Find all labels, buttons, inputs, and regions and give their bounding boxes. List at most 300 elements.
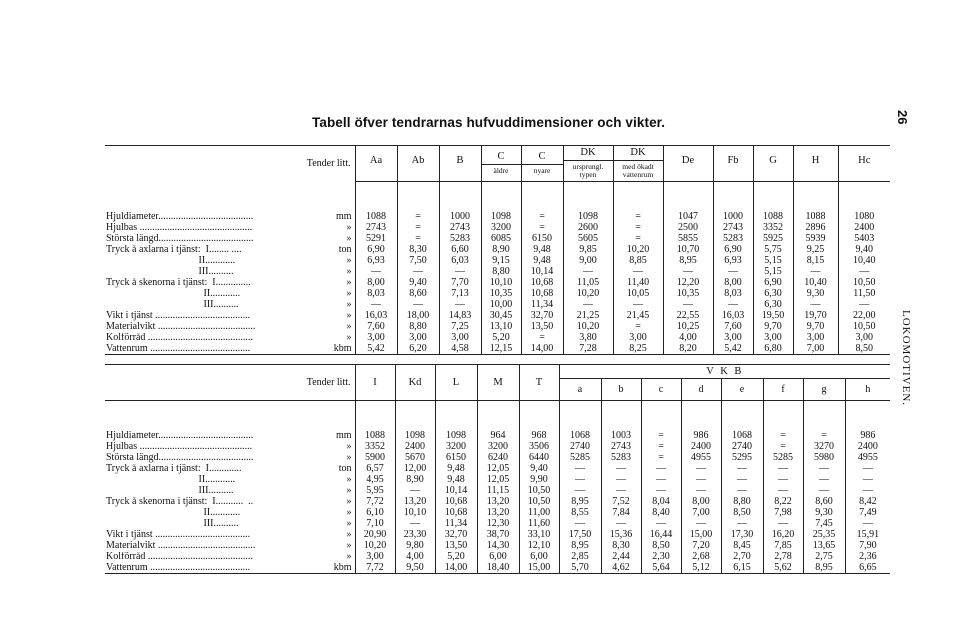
table-cell: 20,90 <box>355 530 395 541</box>
table-cell: 2,70 <box>721 552 763 563</box>
table-cell: 8,90 <box>481 245 521 256</box>
column-header: c <box>641 379 681 401</box>
row-label: Materialvikt ....................................... <box>106 540 256 552</box>
table-cell: 2743 <box>439 223 481 234</box>
table-cell: 22,00 <box>838 311 890 322</box>
table-cell: 5,64 <box>641 563 681 574</box>
table-cell: 8,45 <box>721 541 763 552</box>
table-cell: 10,10 <box>481 278 521 289</box>
table-cell: 986 <box>845 431 890 442</box>
column-header-main: Hc <box>858 154 871 166</box>
table-cell: 8,80 <box>397 322 439 333</box>
table-cell: 5900 <box>355 453 395 464</box>
table-cell: 8,42 <box>845 497 890 508</box>
header-row <box>105 365 890 379</box>
table-cell: 15,91 <box>845 530 890 541</box>
table-cell: 22,55 <box>663 311 713 322</box>
column-header: f <box>763 379 803 401</box>
spacer-row <box>105 401 890 431</box>
table-cell: 7,72 <box>355 497 395 508</box>
table-cell: — <box>563 300 613 311</box>
table-cell: 1047 <box>663 212 713 223</box>
header-divider <box>522 164 563 165</box>
table-cell: 3352 <box>355 442 395 453</box>
table-cell: 14,00 <box>521 344 563 355</box>
table-cell: 16,03 <box>713 311 753 322</box>
table-row <box>105 508 890 519</box>
table-cell: — <box>601 486 641 497</box>
table-row <box>105 344 890 355</box>
table-row <box>105 431 890 442</box>
table-cell: 7,85 <box>763 541 803 552</box>
table-cell: 5285 <box>763 453 803 464</box>
row-unit: » <box>346 321 352 333</box>
table-cell: 10,25 <box>663 322 713 333</box>
table-cell: 8,15 <box>793 256 838 267</box>
column-header-main: G <box>769 154 777 166</box>
table-cell: 10,50 <box>838 278 890 289</box>
table-cell: 8,22 <box>763 497 803 508</box>
table-cell: 1068 <box>721 431 763 442</box>
table-cell: — <box>641 486 681 497</box>
table-cell: 2,44 <box>601 552 641 563</box>
table-cell: — <box>763 464 803 475</box>
table-row <box>105 333 890 344</box>
table-cell: 6085 <box>481 234 521 245</box>
table-cell: 3270 <box>803 442 845 453</box>
table-cell: 21,45 <box>613 311 663 322</box>
table-row <box>105 541 890 552</box>
table-cell: 16,20 <box>763 530 803 541</box>
table-cell: — <box>713 267 753 278</box>
column-header: h <box>845 379 890 401</box>
table-cell: 12,15 <box>481 344 521 355</box>
table-cell: 8,95 <box>559 541 601 552</box>
row-label: Största längd...................................... <box>106 452 254 464</box>
table-cell: = <box>641 431 681 442</box>
table-row <box>105 563 890 574</box>
table-cell: 7,90 <box>845 541 890 552</box>
table-cell: 5925 <box>753 234 793 245</box>
table-cell: 9,90 <box>519 475 559 486</box>
table-cell: 3,00 <box>439 333 481 344</box>
tender-table-2 <box>105 364 890 574</box>
table-row <box>105 442 890 453</box>
column-header-main: Ab <box>411 154 425 166</box>
row-unit: » <box>346 310 352 322</box>
table-cell: 11,40 <box>613 278 663 289</box>
table-cell: 3,00 <box>838 333 890 344</box>
table-cell: — <box>439 267 481 278</box>
table-cell: 2400 <box>845 442 890 453</box>
column-header-sub: med ökadt vattenrum <box>622 162 654 180</box>
table-cell: 8,03 <box>355 289 397 300</box>
table-cell: 6,93 <box>713 256 753 267</box>
table-cell: 11,60 <box>519 519 559 530</box>
row-unit: » <box>346 485 352 497</box>
table-cell: 10,14 <box>521 267 563 278</box>
table-cell: 3,00 <box>355 552 395 563</box>
column-header <box>397 146 439 182</box>
table-cell: 4,00 <box>663 333 713 344</box>
row-label: III.......... <box>106 266 234 278</box>
table-cell: 8,60 <box>803 497 845 508</box>
table-cell: — <box>397 300 439 311</box>
table-cell: 17,50 <box>559 530 601 541</box>
column-header: a <box>559 379 601 401</box>
table-cell: 8,03 <box>713 289 753 300</box>
row-label: II............ <box>106 288 241 300</box>
table-cell: 12,20 <box>663 278 713 289</box>
table-cell: 6,90 <box>713 245 753 256</box>
table-cell: 9,48 <box>435 464 477 475</box>
table-cell: 9,30 <box>803 508 845 519</box>
table-row <box>105 267 890 278</box>
table-cell: 13,65 <box>803 541 845 552</box>
table-cell: 5,42 <box>713 344 753 355</box>
table-cell: 10,20 <box>613 245 663 256</box>
row-unit: » <box>346 233 352 245</box>
row-unit: » <box>346 266 352 278</box>
row-label: Tryck å axlarna i tjänst: I............. <box>106 463 242 475</box>
table-cell: — <box>845 475 890 486</box>
table-cell: 2600 <box>563 223 613 234</box>
table-cell: 7,84 <box>601 508 641 519</box>
table-cell: 6,90 <box>355 245 397 256</box>
table-cell: 9,48 <box>521 245 563 256</box>
table-cell: 9,00 <box>563 256 613 267</box>
table-cell: 6,30 <box>753 300 793 311</box>
table-cell: 3200 <box>477 442 519 453</box>
table-cell: 6150 <box>435 453 477 464</box>
tender-litt-label: Tender litt. <box>105 146 355 182</box>
table-cell: 5291 <box>355 234 397 245</box>
table-cell: 10,68 <box>521 278 563 289</box>
table-cell: 5285 <box>559 453 601 464</box>
table-cell: 12,10 <box>519 541 559 552</box>
table-cell: — <box>641 475 681 486</box>
page-title: Tabell öfver tendrarnas hufvuddimensioner och vikter. <box>312 115 666 130</box>
table-cell: — <box>763 519 803 530</box>
table-row <box>105 223 890 234</box>
table-cell: 5403 <box>838 234 890 245</box>
column-header <box>613 146 663 182</box>
table-cell: 1098 <box>481 212 521 223</box>
table-cell: 2,36 <box>845 552 890 563</box>
table-row <box>105 212 890 223</box>
table-cell: 10,05 <box>613 289 663 300</box>
table-cell: 5283 <box>601 453 641 464</box>
table-cell: 32,70 <box>435 530 477 541</box>
row-label: Hjulbas ............................................. <box>106 222 253 234</box>
table-cell: — <box>601 464 641 475</box>
row-label: Hjuldiameter...................................... <box>106 430 254 442</box>
row-label: Vikt i tjänst ...................................... <box>106 310 251 322</box>
table-cell: 5855 <box>663 234 713 245</box>
table-cell: 8,50 <box>838 344 890 355</box>
column-header: I <box>355 365 395 401</box>
row-unit: ton <box>338 244 352 256</box>
table-cell: 7,28 <box>563 344 613 355</box>
table-cell: — <box>721 475 763 486</box>
table-cell: 6,10 <box>355 508 395 519</box>
table-cell: 10,40 <box>793 278 838 289</box>
table-cell: 9,40 <box>397 278 439 289</box>
table-cell: 5,62 <box>763 563 803 574</box>
table-cell: = <box>397 234 439 245</box>
table-cell: — <box>793 267 838 278</box>
table-cell: 18,00 <box>397 311 439 322</box>
column-header <box>838 146 890 182</box>
table-cell: 5980 <box>803 453 845 464</box>
table-cell: 4,62 <box>601 563 641 574</box>
row-label: Hjuldiameter...................................... <box>106 211 254 223</box>
table-cell: — <box>845 519 890 530</box>
table-cell: — <box>613 267 663 278</box>
column-header: M <box>477 365 519 401</box>
table-cell: 1088 <box>355 431 395 442</box>
row-unit: » <box>346 441 352 453</box>
table-cell: = <box>641 442 681 453</box>
table-cell: 7,25 <box>439 322 481 333</box>
table-cell: — <box>721 464 763 475</box>
table-cell: 5670 <box>395 453 435 464</box>
table-cell: 8,04 <box>641 497 681 508</box>
row-unit: » <box>346 277 352 289</box>
table-cell: 9,70 <box>753 322 793 333</box>
header-row <box>105 146 890 182</box>
table-cell: — <box>613 300 663 311</box>
table-cell: 10,70 <box>663 245 713 256</box>
table-cell: 3,00 <box>397 333 439 344</box>
table-cell: 38,70 <box>477 530 519 541</box>
row-unit: » <box>346 299 352 311</box>
table-cell: 2400 <box>395 442 435 453</box>
table-cell: 13,50 <box>521 322 563 333</box>
table-cell: 2,30 <box>641 552 681 563</box>
table-cell: — <box>681 475 721 486</box>
column-header <box>439 146 481 182</box>
column-header <box>563 146 613 182</box>
table-cell: 5,42 <box>355 344 397 355</box>
table-cell: 6440 <box>519 453 559 464</box>
table-cell: 8,30 <box>601 541 641 552</box>
table-cell: 8,20 <box>663 344 713 355</box>
table-cell: — <box>439 300 481 311</box>
table-cell: 1098 <box>563 212 613 223</box>
table-cell: 13,20 <box>395 497 435 508</box>
table-cell: — <box>641 519 681 530</box>
table-cell: — <box>397 267 439 278</box>
table-row <box>105 300 890 311</box>
table-cell: 5,70 <box>559 563 601 574</box>
table-cell: = <box>521 223 563 234</box>
table-cell: 8,00 <box>355 278 397 289</box>
table-cell: 6,80 <box>753 344 793 355</box>
table-row <box>105 464 890 475</box>
table-cell: 13,20 <box>477 497 519 508</box>
table-cell: — <box>395 486 435 497</box>
table-cell: 6,93 <box>355 256 397 267</box>
table-cell: 7,45 <box>803 519 845 530</box>
row-unit: » <box>346 474 352 486</box>
column-header-main: B <box>456 154 464 166</box>
table-cell: 9,15 <box>481 256 521 267</box>
column-header: Kd <box>395 365 435 401</box>
table-cell: 4,95 <box>355 475 395 486</box>
table-cell: 10,35 <box>663 289 713 300</box>
table-cell: — <box>559 486 601 497</box>
table-cell: = <box>613 223 663 234</box>
table-cell: 8,30 <box>397 245 439 256</box>
table-cell: 4955 <box>681 453 721 464</box>
column-header: b <box>601 379 641 401</box>
row-label: III.......... <box>106 485 234 497</box>
row-label: Kolförråd .......................................... <box>106 551 253 563</box>
column-header-sub: nyare <box>533 166 551 176</box>
table-cell: 6,15 <box>721 563 763 574</box>
table-row <box>105 552 890 563</box>
table-cell: 9,80 <box>395 541 435 552</box>
table-row <box>105 278 890 289</box>
table-cell: 1080 <box>838 212 890 223</box>
table-cell: = <box>613 234 663 245</box>
table-cell: 2896 <box>793 223 838 234</box>
table-cell: — <box>601 475 641 486</box>
row-unit: mm <box>335 211 352 223</box>
table-cell: — <box>559 464 601 475</box>
table-cell: 9,70 <box>793 322 838 333</box>
row-unit: » <box>346 332 352 344</box>
table-cell: 8,80 <box>481 267 521 278</box>
table-row <box>105 519 890 530</box>
table-cell: 1003 <box>601 431 641 442</box>
table-cell: 16,03 <box>355 311 397 322</box>
table-cell: 2743 <box>713 223 753 234</box>
table-cell: 8,80 <box>721 497 763 508</box>
table-cell: — <box>663 267 713 278</box>
table-cell: 1000 <box>439 212 481 223</box>
table-cell: 8,95 <box>663 256 713 267</box>
table-cell: 6,60 <box>439 245 481 256</box>
row-unit: » <box>346 529 352 541</box>
table-cell: — <box>681 519 721 530</box>
row-unit: » <box>346 222 352 234</box>
table-cell: 10,50 <box>838 322 890 333</box>
table-row <box>105 322 890 333</box>
table-cell: 3,00 <box>753 333 793 344</box>
table-cell: 10,20 <box>355 541 395 552</box>
column-header: L <box>435 365 477 401</box>
table-cell: 6,00 <box>477 552 519 563</box>
table-cell: 8,55 <box>559 508 601 519</box>
column-header-main: DK <box>580 146 596 158</box>
table-cell: 8,00 <box>681 497 721 508</box>
row-label: Vattenrum ........................................ <box>105 563 325 574</box>
column-header: d <box>681 379 721 401</box>
table-cell: — <box>838 267 890 278</box>
table-cell: — <box>803 464 845 475</box>
table-row <box>105 256 890 267</box>
table-cell: 2740 <box>559 442 601 453</box>
table-cell: 10,40 <box>838 256 890 267</box>
table-cell: 2,85 <box>559 552 601 563</box>
row-label: Vikt i tjänst ...................................... <box>106 529 251 541</box>
table-cell: 7,10 <box>355 519 395 530</box>
tender-table-1 <box>105 145 890 355</box>
table-cell: = <box>397 212 439 223</box>
table-cell: 10,10 <box>395 508 435 519</box>
row-label: II............ <box>106 507 241 519</box>
table-cell: 6,65 <box>845 563 890 574</box>
table-cell: 6,00 <box>519 552 559 563</box>
table-cell: 10,68 <box>435 508 477 519</box>
table-cell: 8,95 <box>559 497 601 508</box>
row-unit: » <box>346 288 352 300</box>
table-cell: 6,20 <box>397 344 439 355</box>
table-cell: 11,05 <box>563 278 613 289</box>
table-cell: 8,50 <box>721 508 763 519</box>
table-cell: 8,95 <box>803 563 845 574</box>
table-cell: 3506 <box>519 442 559 453</box>
table-cell: 3,80 <box>563 333 613 344</box>
table-cell: 8,25 <box>613 344 663 355</box>
table-cell: — <box>803 486 845 497</box>
table-cell: — <box>601 519 641 530</box>
column-header-sub: ursprungl. typen <box>572 162 604 180</box>
row-label: III.......... <box>106 518 239 530</box>
table-cell: 8,40 <box>641 508 681 519</box>
table-cell: 13,50 <box>435 541 477 552</box>
table-cell: 4955 <box>845 453 890 464</box>
table-cell: 10,14 <box>435 486 477 497</box>
table-cell: 32,70 <box>521 311 563 322</box>
spacer-row <box>105 182 890 212</box>
table-cell: 5939 <box>793 234 838 245</box>
table-cell: 8,85 <box>613 256 663 267</box>
table-cell: 5,12 <box>681 563 721 574</box>
column-header-main: H <box>811 154 820 166</box>
table-cell: = <box>613 322 663 333</box>
column-header <box>481 146 521 182</box>
table-cell: 5,20 <box>481 333 521 344</box>
table-cell: — <box>563 267 613 278</box>
table-cell: 1088 <box>355 212 397 223</box>
table-row <box>105 289 890 300</box>
header-divider <box>614 160 663 161</box>
table-cell: 3200 <box>435 442 477 453</box>
table-cell: 7,20 <box>681 541 721 552</box>
table-cell: 10,35 <box>481 289 521 300</box>
table-cell: 8,50 <box>641 541 681 552</box>
header-divider <box>564 160 613 161</box>
table-cell: — <box>681 486 721 497</box>
table-cell: 5,15 <box>753 256 793 267</box>
table-cell: 7,72 <box>355 563 395 574</box>
row-label: Vattenrum ........................................ <box>105 344 325 355</box>
table-row <box>105 486 890 497</box>
table-cell: 7,98 <box>763 508 803 519</box>
table-cell: 14,00 <box>435 563 477 574</box>
table-cell: 5,20 <box>435 552 477 563</box>
table-cell: = <box>613 212 663 223</box>
table-cell: 5283 <box>439 234 481 245</box>
table-cell: 15,36 <box>601 530 641 541</box>
tender-litt-label: Tender litt. <box>105 365 355 401</box>
column-header <box>753 146 793 182</box>
table-cell: 7,00 <box>793 344 838 355</box>
table-cell: 1088 <box>753 212 793 223</box>
